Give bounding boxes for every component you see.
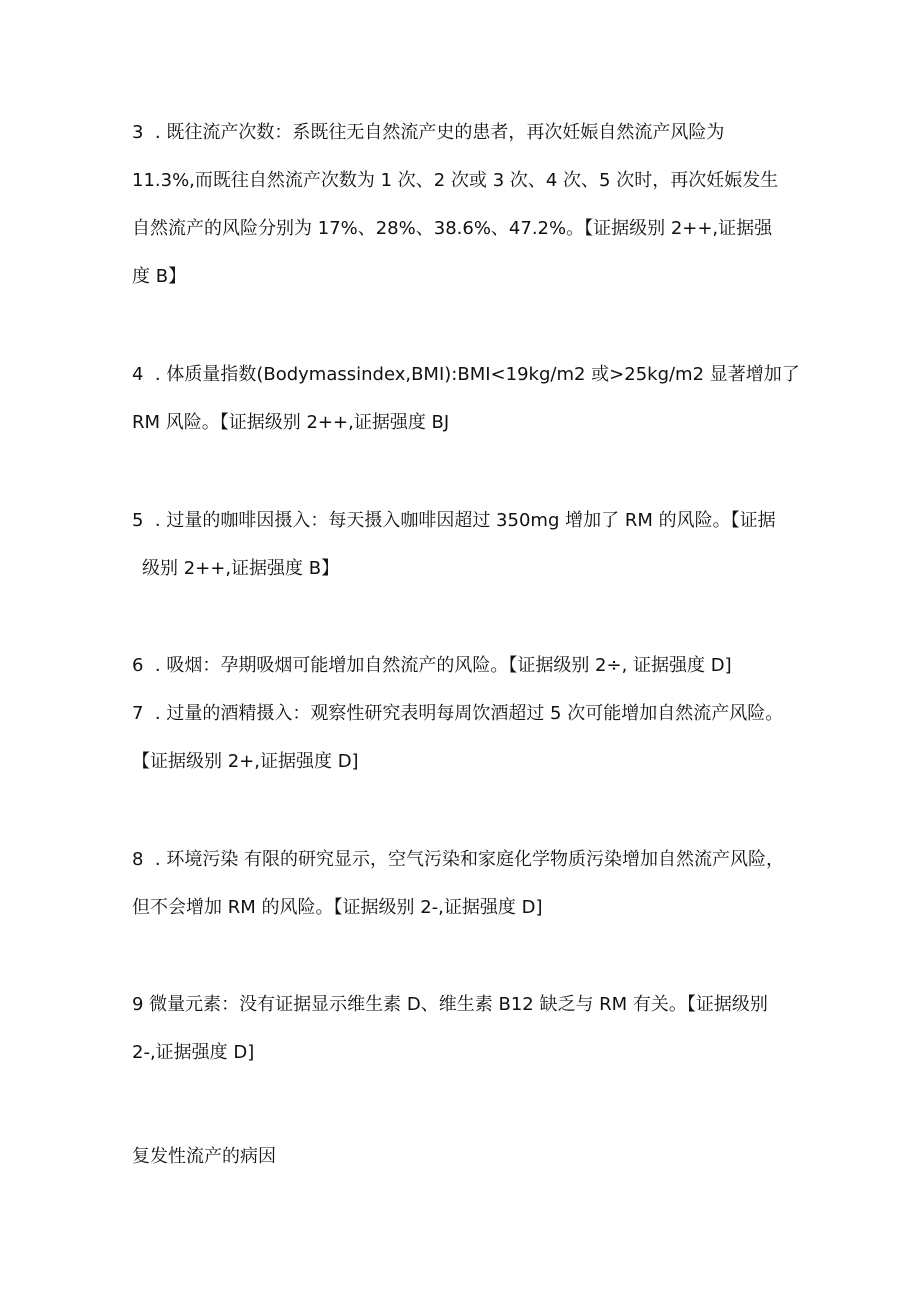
item-5-line-1: 5 . 过量的咖啡因摄入：每天摄入咖啡因超过 350mg 增加了 RM 的风险。【证据 bbox=[132, 510, 776, 531]
item-8-line-1: 8 . 环境污染 有限的研究显示，空气污染和家庭化学物质污染增加自然流产风险， bbox=[132, 849, 785, 870]
item-4-line-2: RM 风险。【证据级别 2++,证据强度 BJ bbox=[132, 412, 450, 433]
item-6-line-1: 6 . 吸烟：孕期吸烟可能增加自然流产的风险。【证据级别 2÷, 证据强度 D] bbox=[132, 655, 732, 676]
item-3-line-2: 11.3%,而既往自然流产次数为 1 次、2 次或 3 次、4 次、5 次时，再次妊娠发生 bbox=[132, 170, 779, 191]
item-7-line-2: 【证据级别 2+,证据强度 D] bbox=[132, 751, 359, 772]
item-8-line-2: 但不会增加 RM 的风险。【证据级别 2-,证据强度 D] bbox=[132, 897, 543, 918]
item-5-line-2: 级别 2++,证据强度 B】 bbox=[142, 558, 340, 579]
item-9-line-2: 2-,证据强度 D] bbox=[132, 1042, 255, 1063]
item-4-line-1: 4 . 体质量指数(Bodymassindex,BMI):BMI<19kg∕m2 或>25kg∕m2 显著增加了 bbox=[132, 364, 800, 385]
item-7-line-1: 7 . 过量的酒精摄入：观察性研究表明每周饮酒超过 5 次可能增加自然流产风险。 bbox=[132, 703, 784, 724]
section-heading: 复发性流产的病因 bbox=[132, 1146, 276, 1167]
item-3-line-3: 自然流产的风险分别为 17%、28%、38.6%、47.2%。【证据级别 2++,证据强 bbox=[132, 218, 773, 239]
item-3-line-1: 3 . 既往流产次数：系既往无自然流产史的患者，再次妊娠自然流产风险为 bbox=[132, 122, 725, 143]
item-9-line-1: 9 微量元素：没有证据显示维生素 D、维生素 B12 缺乏与 RM 有关。【证据级别 bbox=[132, 994, 768, 1015]
item-3-line-4: 度 B】 bbox=[132, 266, 187, 287]
